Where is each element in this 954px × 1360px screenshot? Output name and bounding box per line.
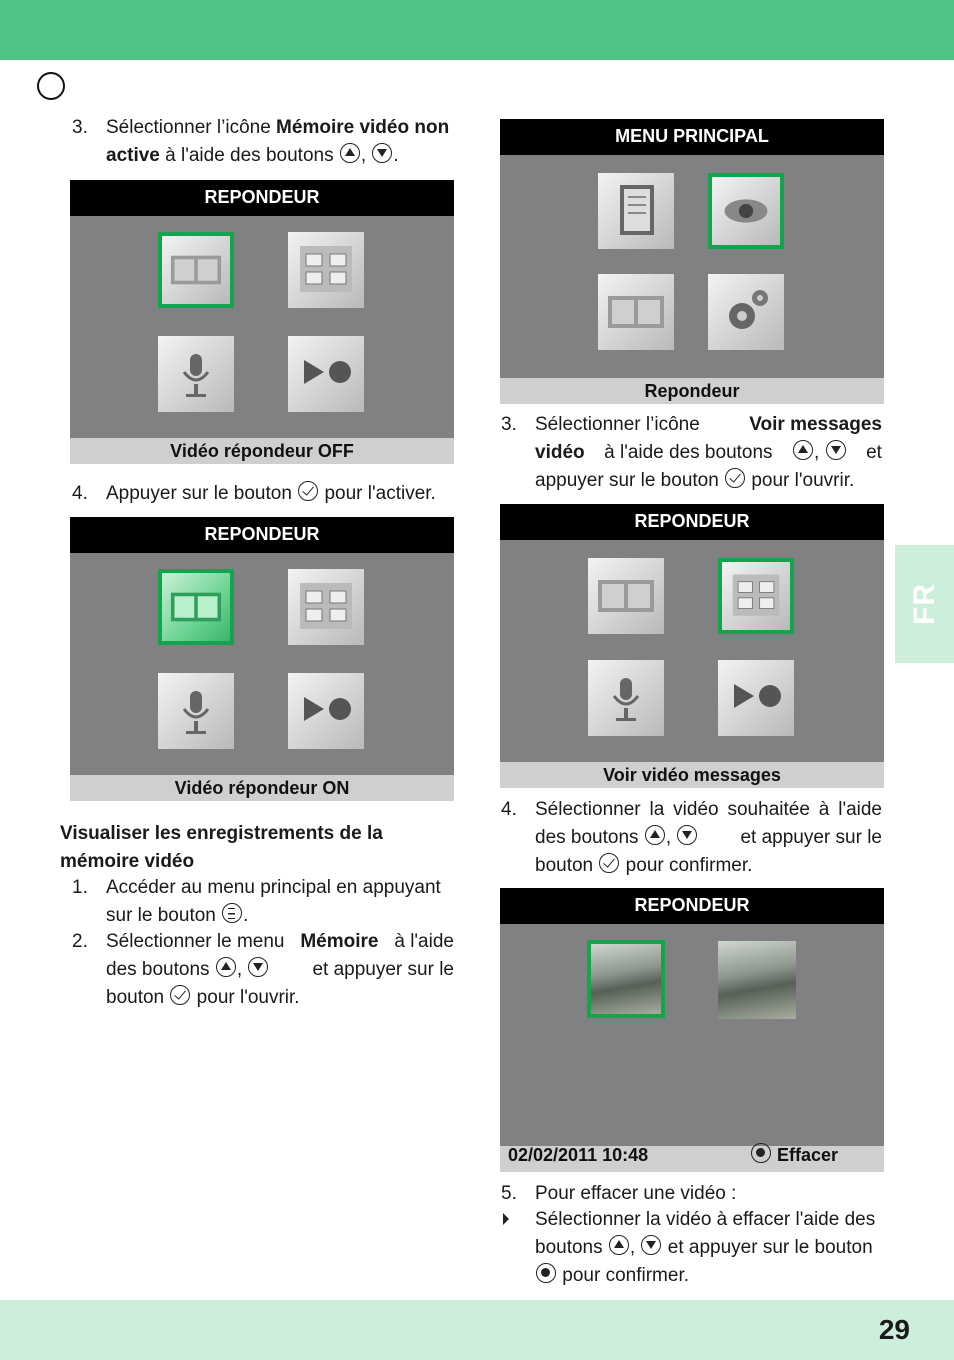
screen-repondeur-on (70, 517, 454, 801)
step-number: 3. (72, 117, 88, 138)
section-title: Visualiser les enregistrements de la mémoire vidéo (60, 823, 383, 872)
eye-button-icon (751, 1143, 771, 1163)
ok-button-icon (725, 468, 745, 488)
eye-button-icon (536, 1263, 556, 1283)
play-record-icon[interactable] (718, 660, 794, 736)
step3-right-text: Sélectionner l’icône Voir messages vidéo à l'aide des boutons , et appuyer sur le bouton pour l'ouvrir. (535, 414, 882, 491)
film-icon[interactable] (598, 274, 674, 350)
video-thumbnail[interactable] (718, 941, 796, 1019)
play-record-icon[interactable] (288, 673, 364, 749)
screen-menu-principal (500, 119, 884, 404)
step4-left-text: Appuyer sur le bouton pour l'activer. (106, 483, 436, 504)
screen-header: REPONDEUR (70, 180, 454, 216)
step-number: 2. (72, 931, 88, 952)
step-number: 3. (501, 414, 517, 435)
step1-text: Accéder au menu principal en appuyant sur le bouton . (106, 877, 441, 926)
screen-footer: Vidéo répondeur OFF (70, 438, 454, 464)
notebook-icon[interactable] (598, 173, 674, 249)
screen-footer: Repondeur (500, 378, 884, 404)
screen-footer (500, 1146, 884, 1172)
step3-left-text: Sélectionner l’icône Mémoire vidéo non active à l'aide des boutons , . (106, 117, 450, 166)
step-number: 4. (72, 483, 88, 504)
up-button-icon (216, 957, 236, 977)
ok-button-icon (298, 481, 318, 501)
bullet-arrow-icon (503, 1213, 509, 1225)
eye-icon[interactable] (708, 173, 784, 249)
bullet-text: Sélectionner la vidéo à effacer l'aide des boutons , et appuyer sur le bouton pour confirmer. (535, 1209, 876, 1286)
step-number: 1. (72, 877, 88, 898)
play-record-icon[interactable] (288, 336, 364, 412)
down-button-icon (248, 957, 268, 977)
screen-video-list (500, 888, 884, 1172)
screen-voir-video (500, 504, 884, 788)
up-button-icon (340, 143, 360, 163)
grid-icon[interactable] (288, 569, 364, 645)
language-tab (895, 545, 954, 663)
bottom-color-band (0, 1300, 954, 1360)
film-icon[interactable] (588, 558, 664, 634)
film-icon[interactable] (158, 232, 234, 308)
screen-footer: Voir vidéo messages (500, 762, 884, 788)
microphone-icon[interactable] (158, 673, 234, 749)
down-button-icon (677, 825, 697, 845)
ok-button-icon (599, 853, 619, 873)
screen-header: REPONDEUR (500, 888, 884, 924)
microphone-icon[interactable] (158, 336, 234, 412)
step5-text: Pour effacer une vidéo : (535, 1183, 737, 1204)
video-datetime: 02/02/2011 10:48 (508, 1145, 649, 1165)
top-color-band (0, 0, 954, 60)
microphone-icon[interactable] (588, 660, 664, 736)
film-icon[interactable] (158, 569, 234, 645)
up-button-icon (609, 1235, 629, 1255)
screen-footer: Vidéo répondeur ON (70, 775, 454, 801)
delete-action[interactable]: Effacer (750, 1142, 838, 1168)
grid-icon[interactable] (718, 558, 794, 634)
down-button-icon (372, 143, 392, 163)
step2-text: Sélectionner le menu Mémoire à l'aide des boutons , et appuyer sur le bouton pour l'ouvrir. (106, 931, 454, 1008)
screen-header: REPONDEUR (500, 504, 884, 540)
down-button-icon (641, 1235, 661, 1255)
screen-repondeur-off (70, 180, 454, 464)
gear-icon[interactable] (708, 274, 784, 350)
video-thumbnail[interactable] (587, 940, 665, 1018)
circle-marker (37, 72, 65, 100)
step-number: 5. (501, 1183, 517, 1204)
screen-header: MENU PRINCIPAL (500, 119, 884, 155)
language-label: FR (907, 583, 941, 625)
ok-button-icon (170, 985, 190, 1005)
up-button-icon (793, 440, 813, 460)
menu-button-icon (222, 903, 242, 923)
page-number: 29 (878, 1314, 910, 1345)
step-number: 4. (501, 799, 517, 820)
up-button-icon (645, 825, 665, 845)
down-button-icon (826, 440, 846, 460)
screen-header: REPONDEUR (70, 517, 454, 553)
grid-icon[interactable] (288, 232, 364, 308)
step4-right-text: Sélectionner la vidéo souhaitée à l'aide des boutons , et appuyer sur le bouton pour confirmer. (535, 799, 882, 876)
